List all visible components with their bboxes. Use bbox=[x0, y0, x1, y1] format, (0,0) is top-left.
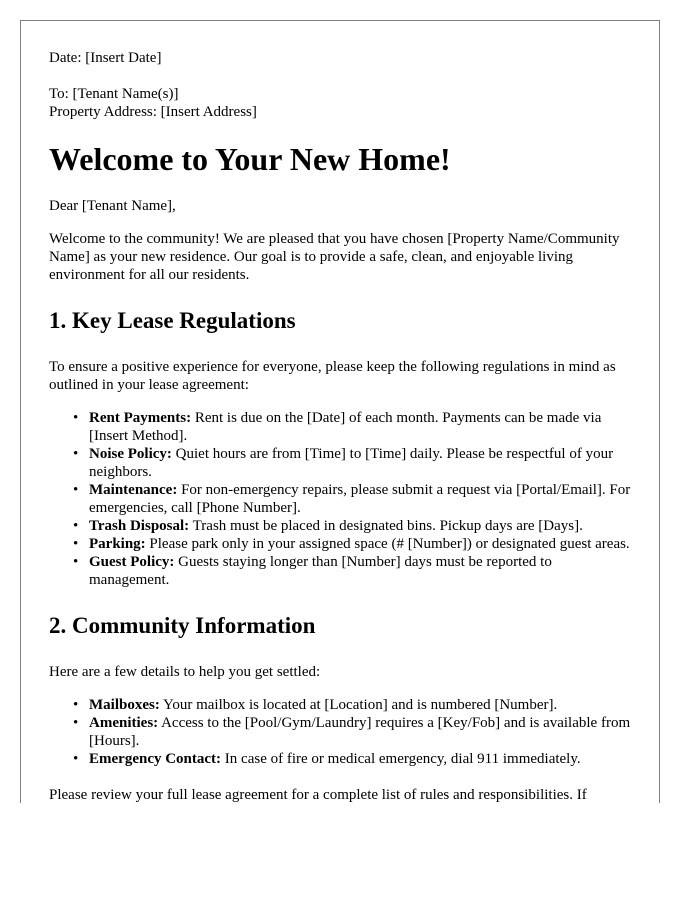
bullet-icon: • bbox=[73, 751, 79, 767]
section-heading-community-information: 2. Community Information bbox=[49, 613, 316, 638]
list-item-parking bbox=[73, 535, 634, 553]
list-item-trash-disposal bbox=[73, 517, 634, 535]
property-address-line: Property Address: [Insert Address] bbox=[49, 104, 257, 120]
list-item-label: Noise Policy: bbox=[89, 446, 172, 462]
list-item-label: Mailboxes: bbox=[89, 697, 160, 713]
list-item-guest-policy bbox=[73, 553, 634, 589]
list-item-label: Maintenance: bbox=[89, 482, 178, 498]
list-item-text: In case of fire or medical emergency, dial 911 immediately. bbox=[221, 751, 581, 767]
intro-paragraph: Welcome to the community! We are pleased that you have chosen [Property Name/Community Name] as your new residence. Our goal is to provide a safe, clean, and enjoyable living environment for all our residents. bbox=[49, 231, 620, 283]
bullet-icon: • bbox=[73, 518, 79, 534]
list-item-maintenance bbox=[73, 481, 634, 517]
bullet-icon: • bbox=[73, 554, 79, 570]
bullet-icon: • bbox=[73, 410, 79, 426]
date-line: Date: [Insert Date] bbox=[49, 50, 162, 66]
list-item-text: Rent is due on the [Date] of each month. Payments can be made via [Insert Method]. bbox=[89, 410, 602, 444]
list-item-rent-payments bbox=[73, 409, 634, 445]
list-item-mailboxes bbox=[73, 696, 634, 714]
bullet-icon: • bbox=[73, 446, 79, 462]
lease-regulations-intro: To ensure a positive experience for everyone, please keep the following regulations in mind as outlined in your lease agreement: bbox=[49, 359, 616, 393]
lease-regulations-list bbox=[49, 409, 634, 589]
letter-page bbox=[20, 20, 660, 803]
list-item-text: Quiet hours are from [Time] to [Time] daily. Please be respectful of your neighbors. bbox=[89, 446, 614, 480]
list-item-label: Guest Policy: bbox=[89, 554, 175, 570]
list-item-label: Trash Disposal: bbox=[89, 518, 190, 534]
list-item-text: Your mailbox is located at [Location] and is numbered [Number]. bbox=[159, 697, 558, 713]
bullet-icon: • bbox=[73, 482, 79, 498]
bullet-icon: • bbox=[73, 536, 79, 552]
list-item-amenities bbox=[73, 714, 634, 750]
list-item-text: For non-emergency repairs, please submit a request via [Portal/Email]. For emergencies, call [Phone Number]. bbox=[89, 482, 631, 516]
list-item-text: Access to the [Pool/Gym/Laundry] requires a [Key/Fob] and is available from [Hours]. bbox=[89, 715, 631, 749]
list-item-label: Rent Payments: bbox=[89, 410, 192, 426]
list-item-noise-policy bbox=[73, 445, 634, 481]
list-item-text: Guests staying longer than [Number] days must be reported to management. bbox=[89, 554, 552, 588]
letter-title: Welcome to Your New Home! bbox=[49, 141, 451, 177]
letter-content bbox=[49, 49, 634, 803]
list-item-text: Trash must be placed in designated bins. Pickup days are [Days]. bbox=[189, 518, 583, 534]
list-item-emergency-contact bbox=[73, 750, 634, 768]
community-information-intro: Here are a few details to help you get settled: bbox=[49, 664, 321, 680]
closing-paragraph: Please review your full lease agreement for a complete list of rules and responsibilities. If bbox=[49, 787, 587, 803]
bullet-icon: • bbox=[73, 697, 79, 713]
list-item-text: Please park only in your assigned space (# [Number]) or designated guest areas. bbox=[145, 536, 630, 552]
community-information-list bbox=[49, 696, 634, 768]
section-heading-lease-regulations: 1. Key Lease Regulations bbox=[49, 308, 296, 333]
list-item-label: Parking: bbox=[89, 536, 146, 552]
list-item-label: Amenities: bbox=[89, 715, 159, 731]
recipient-line: To: [Tenant Name(s)] bbox=[49, 86, 179, 102]
salutation: Dear [Tenant Name], bbox=[49, 198, 176, 214]
list-item-label: Emergency Contact: bbox=[89, 751, 222, 767]
bullet-icon: • bbox=[73, 715, 79, 731]
